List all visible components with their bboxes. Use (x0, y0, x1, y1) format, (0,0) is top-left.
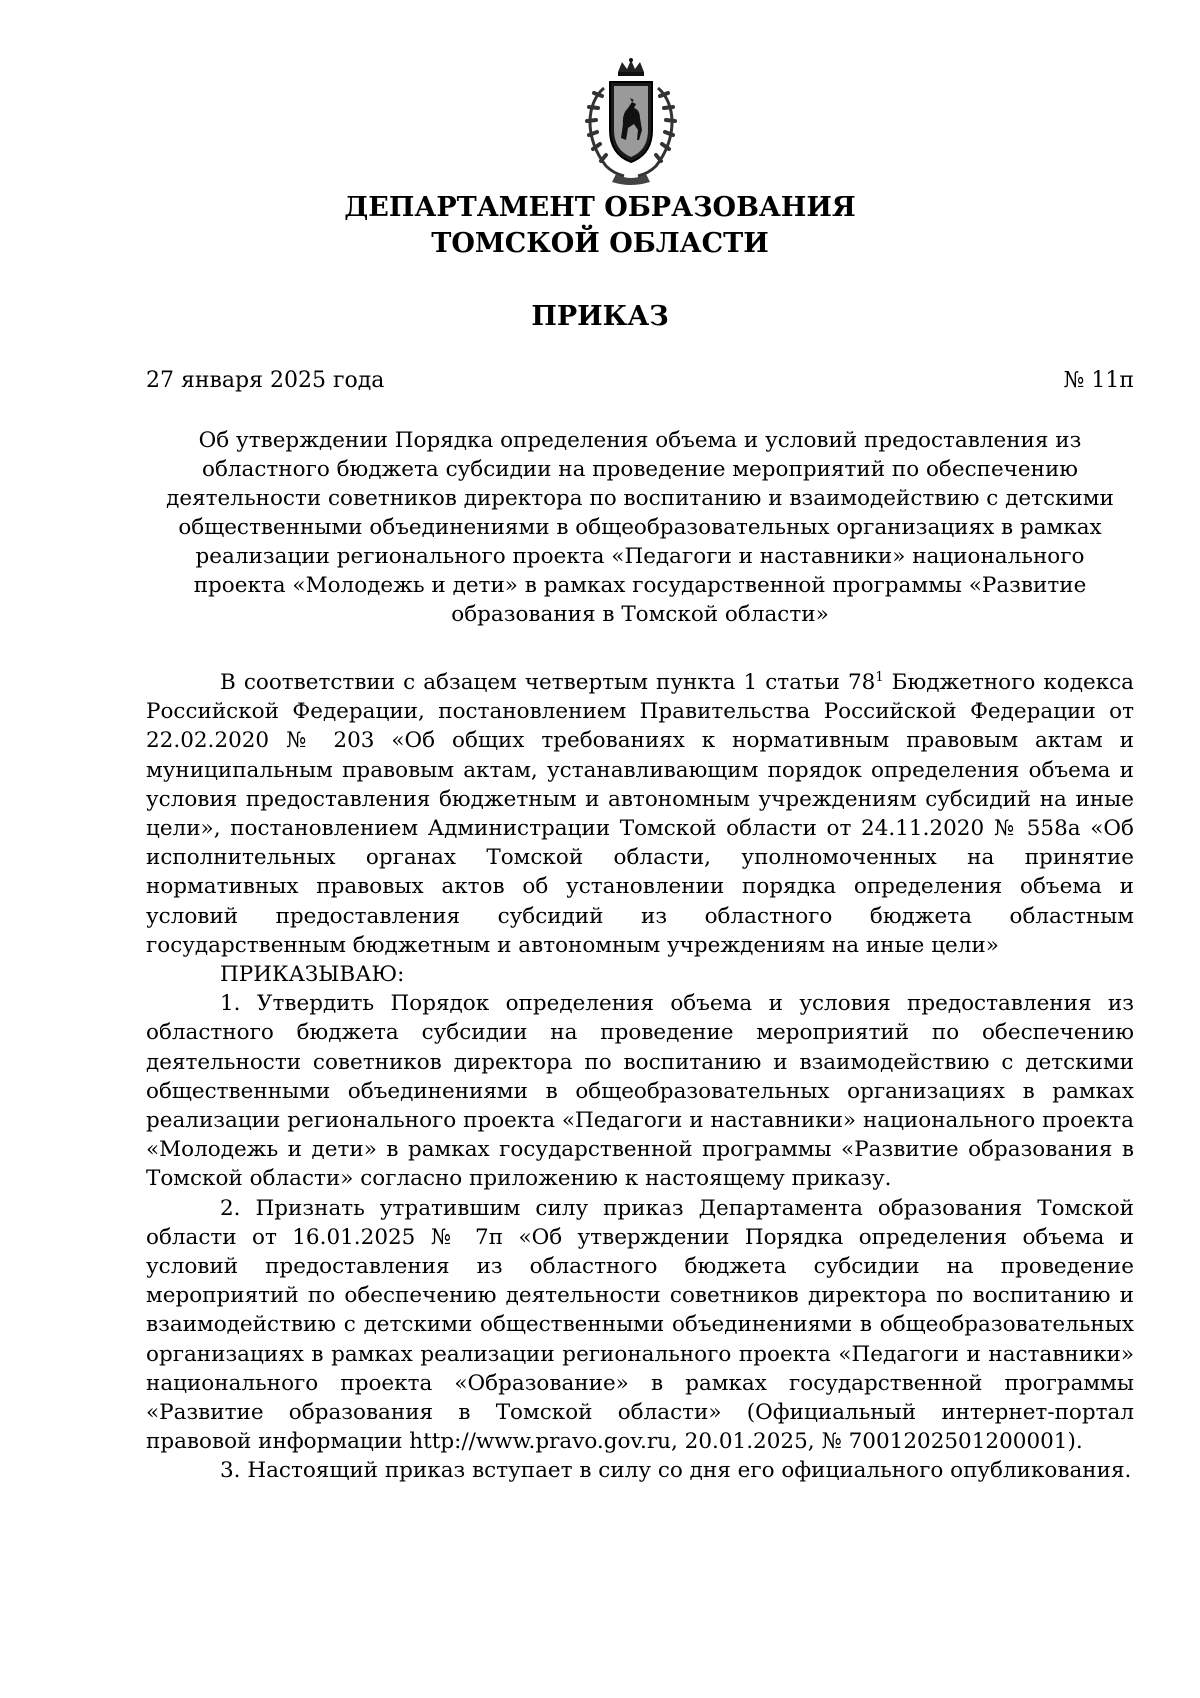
order-item-2: 2. Признать утратившим силу приказ Департамента образования Томской области от 16.01.2025 № 7п «Об утверждении Порядка определения объема и условий предоставления из областного бюджета субсидии на проведение мероприятий по обеспечению деятельности советников директора по воспитанию и взаимодействию с детскими общественными объединениями в общеобразовательных организациях в рамках реализации регионального проекта «Педагоги и наставники» национального проекта «Образование» в рамках государственной программы «Развитие образования в Томской области» (Официальный интернет-портал правовой информации http://www.pravo.gov.ru, 20.01.2025, № 7001202501200001). (146, 1195, 1134, 1455)
preamble-paragraph (146, 668, 1134, 960)
coat-of-arms-icon (566, 58, 696, 186)
document-body (146, 668, 1134, 1486)
document-number: № 11п (1063, 368, 1134, 393)
order-item-3: 3. Настоящий приказ вступает в силу со дня его официального опубликования. (220, 1458, 1132, 1484)
organization-title (0, 190, 1200, 262)
document-kind: ПРИКАЗ (531, 301, 669, 332)
article-superscript: 1 (875, 669, 884, 685)
preamble-text-end: Бюджетного кодекса Российской Федерации, постановлением Правительства Российской Федерации от 22.02.2020 № 203 «Об общих требованиях к нормативным правовым актам и муниципальным правовым актам, устанавливающим порядок определения объема и условия предоставления бюджетным и автономным учреждениям субсидий на иные цели», постановлением Администрации Томской области от 24.11.2020 № 558а «Об исполнительных органах Томской области, уполномоченных на принятие нормативных правовых актов об установлении порядка определения объема и условий предоставления субсидий из областного бюджета областным государственным бюджетным и автономным учреждениям на иные цели» (146, 670, 1135, 958)
document-subject: Об утверждении Порядка определения объема и условий предоставления из областного бюджета субсидии на проведение мероприятий по обеспечению деятельности советников директора по воспитанию и взаимодействию с детскими общественными объединениями в общеобразовательных организациях в рамках реализации регионального проекта «Педагоги и наставники» национального проекта «Молодежь и дети» в рамках государственной программы «Развитие образования в Томской области» (166, 428, 1114, 627)
preamble-text-start: В соответствии с абзацем четвертым пункта 1 статьи 78 (220, 670, 876, 695)
organization-title-line2: ТОМСКОЙ ОБЛАСТИ (431, 228, 769, 259)
order-item-1: 1. Утвердить Порядок определения объема и условия предоставления из областного бюджета субсидии на проведение мероприятий по обеспечению деятельности советников директора по воспитанию и взаимодействию с детскими общественными объединениями в общеобразовательных организациях в рамках реализации регионального проекта «Педагоги и наставники» национального проекта «Молодежь и дети» в рамках государственной программы «Развитие образования в Томской области» согласно приложению к настоящему приказу. (146, 991, 1134, 1192)
order-word: ПРИКАЗЫВАЮ: (220, 962, 405, 988)
document-date: 27 января 2025 года (146, 368, 385, 393)
organization-title-line1: ДЕПАРТАМЕНТ ОБРАЗОВАНИЯ (344, 192, 856, 223)
